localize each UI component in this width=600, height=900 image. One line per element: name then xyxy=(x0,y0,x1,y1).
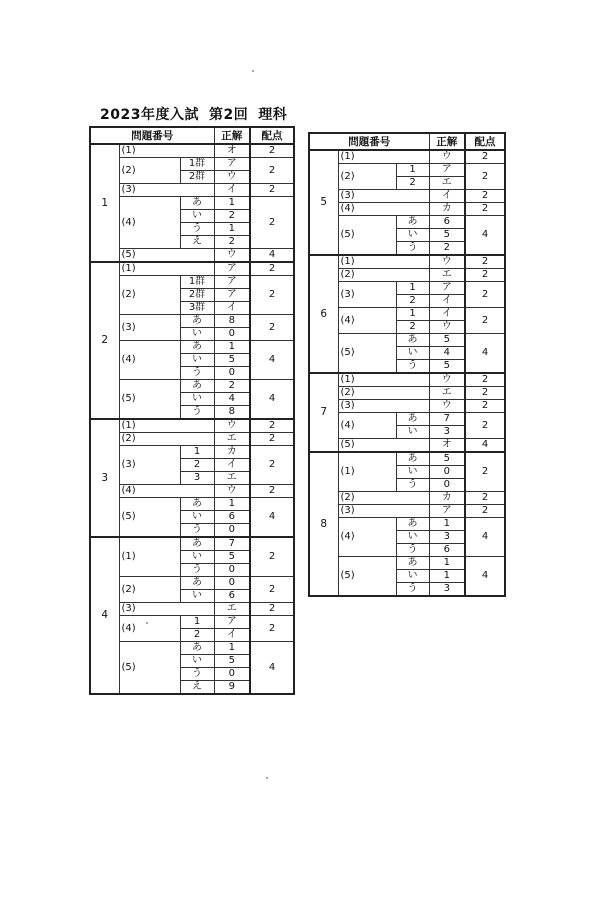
points-cell: 2 xyxy=(465,413,505,439)
answer-row xyxy=(90,577,294,590)
points-cell: 4 xyxy=(465,334,505,374)
answer-table-left xyxy=(89,126,295,695)
subquestion-label: (1) xyxy=(119,537,180,577)
answer-cell: エ xyxy=(214,433,250,446)
answer-cell: ア xyxy=(214,276,250,289)
answer-cell: ウ xyxy=(429,150,465,164)
points-cell: 2 xyxy=(465,400,505,413)
answer-cell: 2 xyxy=(214,236,250,249)
points-cell: 2 xyxy=(250,276,294,315)
answer-cell: 1 xyxy=(214,642,250,655)
answer-row xyxy=(309,255,505,269)
subquestion-label: (3) xyxy=(338,282,396,308)
part-label: い xyxy=(180,590,214,603)
answer-cell: エ xyxy=(214,603,250,616)
part-label: 1群 xyxy=(180,276,214,289)
answer-cell: 2 xyxy=(429,242,465,256)
answer-cell: エ xyxy=(429,269,465,282)
part-label: あ xyxy=(396,216,429,229)
subquestion-label: (4) xyxy=(119,197,180,249)
answer-row xyxy=(90,537,294,551)
answer-cell: イ xyxy=(214,184,250,197)
subquestion-label: (1) xyxy=(119,144,214,158)
header-points: 配点 xyxy=(250,127,294,144)
part-label: う xyxy=(180,223,214,236)
answer-row xyxy=(309,492,505,505)
answer-cell: ウ xyxy=(214,419,250,433)
subquestion-label: (4) xyxy=(338,413,396,439)
answer-cell: 4 xyxy=(429,347,465,360)
part-label: う xyxy=(396,479,429,492)
answer-row xyxy=(309,557,505,570)
points-cell: 4 xyxy=(250,498,294,538)
points-cell: 2 xyxy=(465,203,505,216)
points-cell: 2 xyxy=(250,315,294,341)
answer-cell: 1 xyxy=(429,518,465,531)
subquestion-label: (2) xyxy=(338,492,429,505)
header-question-number: 問題番号 xyxy=(309,133,429,150)
part-label: い xyxy=(180,511,214,524)
subquestion-label: (2) xyxy=(338,164,396,190)
part-label: あ xyxy=(180,315,214,328)
part-label: え xyxy=(180,681,214,695)
points-cell: 4 xyxy=(250,249,294,263)
answer-cell: イ xyxy=(214,629,250,642)
part-label: あ xyxy=(396,557,429,570)
header-question-number: 問題番号 xyxy=(90,127,214,144)
answer-row xyxy=(90,642,294,655)
answer-cell: ウ xyxy=(429,255,465,269)
scan-speck xyxy=(252,70,254,72)
part-label: 2群 xyxy=(180,171,214,184)
answer-cell: ア xyxy=(214,158,250,171)
part-label: あ xyxy=(180,642,214,655)
points-cell: 2 xyxy=(250,616,294,642)
answer-cell: 5 xyxy=(429,452,465,466)
points-cell: 2 xyxy=(250,158,294,184)
answer-row xyxy=(90,262,294,276)
answer-row xyxy=(90,485,294,498)
answer-row xyxy=(90,616,294,629)
points-cell: 4 xyxy=(250,642,294,695)
answer-cell: 1 xyxy=(214,223,250,236)
part-label: う xyxy=(180,668,214,681)
answer-cell: 5 xyxy=(429,229,465,242)
subquestion-label: (1) xyxy=(119,262,214,276)
answer-row xyxy=(90,184,294,197)
part-label: あ xyxy=(180,498,214,511)
answer-cell: 4 xyxy=(214,393,250,406)
answer-cell: 7 xyxy=(429,413,465,426)
answer-cell: 0 xyxy=(214,577,250,590)
points-cell: 2 xyxy=(465,308,505,334)
answer-cell: 1 xyxy=(429,557,465,570)
answer-table-right xyxy=(308,132,506,597)
points-cell: 4 xyxy=(465,439,505,453)
answer-row xyxy=(309,400,505,413)
answer-cell: 5 xyxy=(429,334,465,347)
part-label: え xyxy=(180,236,214,249)
part-label: 2 xyxy=(396,177,429,190)
part-label: い xyxy=(180,655,214,668)
subquestion-label: (3) xyxy=(119,315,180,341)
answer-cell: ア xyxy=(214,262,250,276)
answer-cell: 6 xyxy=(214,511,250,524)
subquestion-label: (1) xyxy=(338,452,396,492)
answer-cell: 8 xyxy=(214,315,250,328)
header-answer: 正解 xyxy=(429,133,465,150)
part-label: 1 xyxy=(396,164,429,177)
part-label: あ xyxy=(396,334,429,347)
answer-row xyxy=(309,518,505,531)
part-label: い xyxy=(396,570,429,583)
question-number: 8 xyxy=(309,452,338,596)
answer-row xyxy=(309,282,505,295)
answer-cell: 0 xyxy=(214,328,250,341)
answer-cell: 6 xyxy=(429,216,465,229)
question-number: 5 xyxy=(309,150,338,255)
answer-cell: ウ xyxy=(429,373,465,387)
part-label: 1 xyxy=(180,446,214,459)
part-label: う xyxy=(396,544,429,557)
part-label: い xyxy=(180,393,214,406)
answer-row xyxy=(90,158,294,171)
answer-row xyxy=(309,334,505,347)
answer-row xyxy=(90,498,294,511)
points-cell: 4 xyxy=(465,557,505,597)
points-cell: 2 xyxy=(250,144,294,158)
points-cell: 2 xyxy=(250,603,294,616)
answer-cell: 0 xyxy=(429,466,465,479)
answer-row xyxy=(309,308,505,321)
answer-cell: ウ xyxy=(214,485,250,498)
part-label: 2 xyxy=(180,629,214,642)
answer-cell: ウ xyxy=(429,400,465,413)
part-label: 2 xyxy=(180,459,214,472)
part-label: う xyxy=(396,242,429,256)
part-label: あ xyxy=(180,577,214,590)
answer-cell: カ xyxy=(214,446,250,459)
answer-cell: 0 xyxy=(429,479,465,492)
scan-speck xyxy=(146,622,148,624)
subquestion-label: (4) xyxy=(338,203,429,216)
points-cell: 2 xyxy=(250,262,294,276)
part-label: あ xyxy=(396,452,429,466)
question-number: 7 xyxy=(309,373,338,452)
answer-cell: カ xyxy=(429,492,465,505)
title-round: 第2回 xyxy=(208,107,249,123)
answer-cell: ウ xyxy=(429,321,465,334)
subquestion-label: (5) xyxy=(338,334,396,374)
answer-cell: ウ xyxy=(214,171,250,184)
answer-cell: 6 xyxy=(429,544,465,557)
answer-cell: ウ xyxy=(214,249,250,263)
points-cell: 2 xyxy=(465,255,505,269)
answer-row xyxy=(90,380,294,393)
answer-row xyxy=(309,452,505,466)
subquestion-label: (2) xyxy=(119,577,180,603)
header-points: 配点 xyxy=(465,133,505,150)
part-label: う xyxy=(180,564,214,577)
part-label: 2群 xyxy=(180,289,214,302)
answer-cell: ア xyxy=(214,616,250,629)
subquestion-label: (5) xyxy=(338,439,429,453)
subquestion-label: (5) xyxy=(119,380,180,420)
part-label: 1 xyxy=(396,282,429,295)
page-title xyxy=(100,104,287,124)
subquestion-label: (3) xyxy=(338,400,429,413)
part-label: う xyxy=(396,583,429,597)
subquestion-label: (3) xyxy=(119,446,180,485)
answer-cell: 1 xyxy=(214,498,250,511)
answer-cell: ア xyxy=(429,282,465,295)
points-cell: 2 xyxy=(465,492,505,505)
points-cell: 2 xyxy=(465,282,505,308)
part-label: 2 xyxy=(396,295,429,308)
answer-row xyxy=(90,433,294,446)
answer-cell: 2 xyxy=(214,210,250,223)
part-label: い xyxy=(396,426,429,439)
answer-row xyxy=(309,413,505,426)
subquestion-label: (4) xyxy=(338,518,396,557)
answer-cell: オ xyxy=(214,144,250,158)
answer-row xyxy=(309,373,505,387)
part-label: あ xyxy=(180,537,214,551)
answer-cell: 7 xyxy=(214,537,250,551)
part-label: い xyxy=(180,328,214,341)
answer-row xyxy=(309,150,505,164)
subquestion-label: (5) xyxy=(119,498,180,538)
answer-table-right-body xyxy=(309,150,505,596)
part-label: 3 xyxy=(180,472,214,485)
answer-cell: イ xyxy=(429,295,465,308)
part-label: い xyxy=(396,229,429,242)
answer-cell: イ xyxy=(214,459,250,472)
part-label: い xyxy=(180,210,214,223)
answer-cell: 5 xyxy=(429,360,465,374)
answer-row xyxy=(90,446,294,459)
part-label: い xyxy=(396,347,429,360)
subquestion-label: (1) xyxy=(119,419,214,433)
subquestion-label: (1) xyxy=(338,255,429,269)
answer-cell: 3 xyxy=(429,583,465,597)
answer-cell: 6 xyxy=(214,590,250,603)
answer-row xyxy=(90,197,294,210)
points-cell: 2 xyxy=(465,190,505,203)
part-label: 1 xyxy=(396,308,429,321)
points-cell: 4 xyxy=(250,380,294,420)
answer-cell: 5 xyxy=(214,551,250,564)
part-label: う xyxy=(180,524,214,538)
answer-row xyxy=(309,387,505,400)
part-label: あ xyxy=(180,380,214,393)
answer-row xyxy=(90,603,294,616)
answer-cell: 0 xyxy=(214,524,250,538)
answer-cell: ア xyxy=(429,164,465,177)
answer-table-left-body xyxy=(90,144,294,694)
subquestion-label: (4) xyxy=(119,341,180,380)
points-cell: 2 xyxy=(250,197,294,249)
subquestion-label: (3) xyxy=(119,603,214,616)
points-cell: 4 xyxy=(250,341,294,380)
answer-row xyxy=(309,164,505,177)
answer-row xyxy=(309,269,505,282)
part-label: あ xyxy=(396,518,429,531)
answer-row xyxy=(90,341,294,354)
subquestion-label: (4) xyxy=(119,485,214,498)
answer-cell: 0 xyxy=(214,564,250,577)
subquestion-label: (2) xyxy=(338,269,429,282)
answer-row xyxy=(90,276,294,289)
answer-cell: オ xyxy=(429,439,465,453)
subquestion-label: (5) xyxy=(119,249,214,263)
part-label: う xyxy=(180,367,214,380)
answer-cell: 9 xyxy=(214,681,250,695)
subquestion-label: (5) xyxy=(119,642,180,695)
points-cell: 2 xyxy=(250,184,294,197)
part-label: 1群 xyxy=(180,158,214,171)
header-answer: 正解 xyxy=(214,127,250,144)
question-number: 2 xyxy=(90,262,119,419)
points-cell: 2 xyxy=(465,387,505,400)
points-cell: 2 xyxy=(250,446,294,485)
subquestion-label: (3) xyxy=(338,505,429,518)
answer-cell: イ xyxy=(429,308,465,321)
answer-cell: カ xyxy=(429,203,465,216)
answer-row xyxy=(309,505,505,518)
title-year: 2023年度入試 xyxy=(100,107,199,123)
answer-cell: 1 xyxy=(214,341,250,354)
subquestion-label: (4) xyxy=(338,308,396,334)
question-number: 6 xyxy=(309,255,338,373)
scan-speck xyxy=(266,777,268,779)
answer-row xyxy=(309,203,505,216)
answer-cell: エ xyxy=(429,177,465,190)
answer-cell: 5 xyxy=(214,354,250,367)
part-label: あ xyxy=(180,341,214,354)
points-cell: 2 xyxy=(465,452,505,492)
title-subject: 理科 xyxy=(258,107,288,123)
answer-cell: 3 xyxy=(429,531,465,544)
answer-cell: ア xyxy=(214,289,250,302)
points-cell: 2 xyxy=(465,269,505,282)
subquestion-label: (2) xyxy=(119,276,180,315)
part-label: い xyxy=(180,551,214,564)
subquestion-label: (4) xyxy=(119,616,180,642)
answer-cell: イ xyxy=(214,302,250,315)
part-label: い xyxy=(396,531,429,544)
answer-row xyxy=(90,315,294,328)
answer-cell: 5 xyxy=(214,655,250,668)
answer-row xyxy=(90,419,294,433)
subquestion-label: (5) xyxy=(338,557,396,597)
points-cell: 4 xyxy=(465,216,505,256)
subquestion-label: (2) xyxy=(119,433,214,446)
points-cell: 2 xyxy=(250,433,294,446)
points-cell: 2 xyxy=(250,537,294,577)
answer-cell: 0 xyxy=(214,668,250,681)
subquestion-label: (3) xyxy=(119,184,214,197)
points-cell: 2 xyxy=(465,150,505,164)
answer-cell: 2 xyxy=(214,380,250,393)
answer-row xyxy=(90,249,294,263)
answer-cell: ア xyxy=(429,505,465,518)
points-cell: 2 xyxy=(465,373,505,387)
part-label: 2 xyxy=(396,321,429,334)
answer-cell: 1 xyxy=(429,570,465,583)
answer-row xyxy=(309,216,505,229)
question-number: 1 xyxy=(90,144,119,262)
subquestion-label: (2) xyxy=(119,158,180,184)
subquestion-label: (5) xyxy=(338,216,396,256)
subquestion-label: (3) xyxy=(338,190,429,203)
subquestion-label: (2) xyxy=(338,387,429,400)
answer-cell: 3 xyxy=(429,426,465,439)
part-label: 3群 xyxy=(180,302,214,315)
subquestion-label: (1) xyxy=(338,150,429,164)
points-cell: 2 xyxy=(465,505,505,518)
points-cell: 2 xyxy=(250,485,294,498)
answer-cell: 0 xyxy=(214,367,250,380)
part-label: あ xyxy=(180,197,214,210)
answer-cell: イ xyxy=(429,190,465,203)
question-number: 3 xyxy=(90,419,119,537)
answer-row xyxy=(90,144,294,158)
part-label: い xyxy=(180,354,214,367)
answer-row xyxy=(309,439,505,453)
part-label: あ xyxy=(396,413,429,426)
points-cell: 2 xyxy=(250,419,294,433)
points-cell: 2 xyxy=(250,577,294,603)
answer-row xyxy=(309,190,505,203)
question-number: 4 xyxy=(90,537,119,694)
part-label: う xyxy=(396,360,429,374)
points-cell: 2 xyxy=(465,164,505,190)
answer-cell: 8 xyxy=(214,406,250,420)
answer-cell: エ xyxy=(429,387,465,400)
answer-cell: エ xyxy=(214,472,250,485)
part-label: い xyxy=(396,466,429,479)
answer-cell: 1 xyxy=(214,197,250,210)
part-label: う xyxy=(180,406,214,420)
part-label: 1 xyxy=(180,616,214,629)
subquestion-label: (1) xyxy=(338,373,429,387)
points-cell: 4 xyxy=(465,518,505,557)
